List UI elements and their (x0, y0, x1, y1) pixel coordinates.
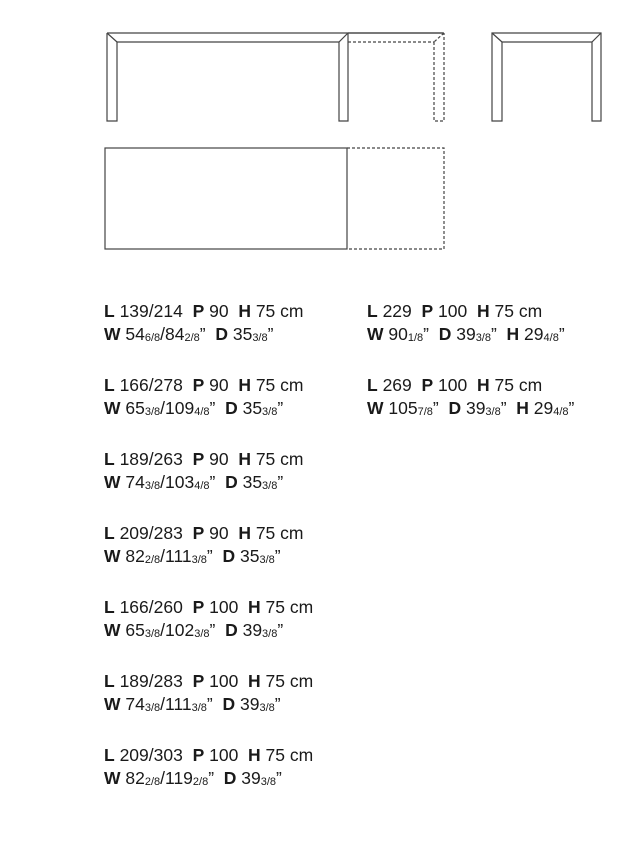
dimension-key: P (421, 375, 434, 395)
dimension-value: 100 (204, 597, 249, 617)
dimension-key: L (367, 375, 378, 395)
dimension-value: 75 cm (260, 671, 314, 691)
dimension-key: D (215, 324, 228, 344)
dimension-key: L (104, 301, 115, 321)
dimension-value: ” (432, 398, 449, 418)
dimension-value: ” (208, 768, 224, 788)
dimension-fraction: 3/8 (259, 554, 275, 566)
dimension-value: /84 (160, 324, 185, 344)
dimension-fraction: 2/8 (192, 776, 209, 788)
dimension-fraction: 4/8 (194, 480, 210, 492)
dimension-value: ” (277, 398, 284, 418)
dimension-value: 90 (204, 301, 239, 321)
dimension-fraction: 3/8 (262, 480, 278, 492)
dimension-value: 100 (204, 745, 249, 765)
dimension-value: 39 (237, 620, 263, 640)
dimension-value: 90 (204, 449, 239, 469)
dimension-value: 54 (120, 324, 145, 344)
dimension-fraction: 6/8 (144, 332, 161, 344)
spec-metric-line (104, 596, 313, 619)
dimension-fraction: 2/8 (184, 332, 200, 344)
dimension-key: H (476, 375, 490, 395)
spec-imperial-line (104, 397, 313, 423)
dimension-value: /102 (160, 620, 195, 640)
dimension-fraction: 3/8 (259, 702, 275, 714)
dimension-value: ” (490, 324, 507, 344)
dimension-key: L (104, 523, 115, 543)
dimension-value: 100 (433, 301, 477, 321)
spec-metric-line (367, 374, 574, 397)
dimension-key: P (192, 745, 205, 765)
spec-metric-line (104, 522, 313, 545)
dimension-value: ” (274, 694, 281, 714)
dimension-value: 75 cm (489, 301, 543, 321)
dimension-key: H (238, 375, 251, 395)
dimension-fraction: 4/8 (194, 406, 210, 418)
spec-imperial-line (104, 471, 313, 497)
dimension-value: 29 (519, 324, 544, 344)
dimension-fraction: 3/8 (262, 406, 278, 418)
dimension-key: P (421, 301, 434, 321)
dimension-value: /103 (160, 472, 195, 492)
dimension-value: 209/283 (114, 523, 193, 543)
dimension-value: 75 cm (260, 745, 314, 765)
dimension-key: D (222, 694, 236, 714)
dimension-value: /119 (160, 768, 193, 788)
dimension-value: /111 (160, 546, 192, 566)
dimension-key: H (248, 671, 261, 691)
dimension-value: ” (199, 324, 216, 344)
side-elevation-drawing (492, 33, 601, 121)
dimension-key: H (248, 745, 261, 765)
dimension-value: ” (206, 546, 223, 566)
dimension-value: /109 (160, 398, 195, 418)
dimension-key: H (238, 449, 251, 469)
dimension-key: W (367, 398, 384, 418)
dimension-key: W (104, 546, 121, 566)
dimension-fraction: 4/8 (553, 406, 569, 418)
spec-imperial-line (367, 323, 574, 349)
dimension-key: H (476, 301, 490, 321)
dimension-key: L (104, 671, 115, 691)
dimension-value: 74 (120, 472, 145, 492)
dimension-value: 82 (120, 768, 145, 788)
dimension-value: ” (568, 398, 575, 418)
dimension-value: ” (277, 472, 284, 492)
dimension-fraction: 3/8 (191, 702, 207, 714)
dimension-key: D (225, 398, 238, 418)
dimension-value: 39 (236, 768, 261, 788)
dimension-value: 65 (120, 398, 145, 418)
dimension-key: L (104, 745, 115, 765)
dimension-key: D (448, 398, 462, 418)
dimension-value: ” (558, 324, 565, 344)
spec-block (104, 448, 313, 497)
dimension-value: ” (209, 472, 226, 492)
spec-metric-line (104, 374, 313, 397)
dimension-key: P (192, 449, 205, 469)
dimension-value: 105 (383, 398, 418, 418)
dimension-fraction: 2/8 (144, 554, 161, 566)
dimension-fraction: 3/8 (144, 702, 161, 714)
dimension-key: W (104, 694, 121, 714)
spec-block (104, 522, 313, 571)
dimension-value: ” (206, 694, 223, 714)
dimension-key: W (104, 472, 121, 492)
spec-imperial-line (104, 767, 313, 793)
dimension-value: ” (276, 768, 282, 788)
spec-metric-line (104, 448, 313, 471)
specs-left-column (104, 300, 313, 818)
dimension-fraction: 2/8 (144, 776, 161, 788)
spec-block (367, 300, 574, 349)
dimension-value: 90 (204, 375, 239, 395)
dimension-fraction: 3/8 (191, 554, 207, 566)
spec-block (104, 374, 313, 423)
dimension-key: L (104, 375, 115, 395)
dimension-key: L (104, 449, 115, 469)
dimension-key: D (222, 546, 236, 566)
spec-imperial-line (104, 545, 313, 571)
dimension-fraction: 3/8 (485, 406, 501, 418)
spec-imperial-line (104, 323, 313, 349)
dimension-key: P (192, 375, 205, 395)
dimension-value: 39 (461, 398, 486, 418)
dimension-value: ” (423, 324, 439, 344)
dimension-key: H (238, 523, 251, 543)
dimension-key: P (192, 523, 205, 543)
spec-block (104, 596, 313, 645)
dimension-value: 166/278 (114, 375, 193, 395)
top-plan-drawing (105, 148, 444, 249)
dimension-value: 166/260 (114, 597, 193, 617)
dimension-fraction: 4/8 (543, 332, 559, 344)
dimension-value: ” (277, 620, 284, 640)
dimension-value: 82 (120, 546, 145, 566)
dimension-value: 65 (120, 620, 145, 640)
dimension-key: H (516, 398, 529, 418)
dimension-fraction: 3/8 (144, 480, 161, 492)
dimension-value: 74 (120, 694, 145, 714)
dimension-value: 75 cm (489, 375, 543, 395)
spec-metric-line (104, 670, 313, 693)
spec-imperial-line (104, 619, 313, 645)
dimension-value: 189/263 (114, 449, 193, 469)
dimension-key: P (192, 597, 205, 617)
spec-imperial-line (367, 397, 574, 423)
dimension-fraction: 1/8 (407, 332, 424, 344)
dimension-key: P (192, 671, 205, 691)
dimension-fraction: 7/8 (417, 406, 433, 418)
dimension-key: D (225, 620, 238, 640)
dimension-value: 269 (377, 375, 422, 395)
dimension-key: L (367, 301, 378, 321)
table-drawings (0, 0, 641, 270)
dimension-key: D (438, 324, 452, 344)
dimension-value: 209/303 (114, 745, 193, 765)
dimension-value: 189/283 (114, 671, 193, 691)
spec-imperial-line (104, 693, 313, 719)
dimension-fraction: 3/8 (252, 332, 268, 344)
spec-block (104, 670, 313, 719)
dimension-value: 39 (451, 324, 476, 344)
dimension-value: ” (274, 546, 281, 566)
dimension-fraction: 3/8 (144, 406, 161, 418)
dimension-value: 229 (377, 301, 422, 321)
dimension-value: ” (209, 620, 226, 640)
dimension-key: L (104, 597, 115, 617)
spec-block (367, 374, 574, 423)
dimension-fraction: 3/8 (194, 628, 210, 640)
dimension-fraction: 3/8 (262, 628, 278, 640)
spec-metric-line (104, 744, 313, 767)
dimension-key: W (367, 324, 384, 344)
dimension-value: 90 (204, 523, 239, 543)
dimension-key: H (248, 597, 261, 617)
dimension-value: 100 (433, 375, 477, 395)
dimension-value: 139/214 (114, 301, 193, 321)
dimension-key: D (225, 472, 238, 492)
dimension-value: 35 (227, 324, 253, 344)
dimension-value: 75 cm (250, 301, 304, 321)
dimension-value: ” (267, 324, 274, 344)
dimension-key: W (104, 398, 121, 418)
dimension-fraction: 3/8 (475, 332, 491, 344)
dimension-fraction: 3/8 (260, 776, 277, 788)
dimension-value: 35 (235, 546, 260, 566)
dimension-value: 29 (528, 398, 554, 418)
dimension-value: 100 (204, 671, 249, 691)
spec-metric-line (104, 300, 313, 323)
dimension-value: 35 (237, 398, 263, 418)
dimension-value: 75 cm (250, 375, 304, 395)
dimension-key: W (104, 620, 121, 640)
dimension-value: 75 cm (250, 449, 304, 469)
dimension-key: W (104, 324, 121, 344)
dimension-value: 35 (237, 472, 263, 492)
dimension-value: 75 cm (260, 597, 314, 617)
dimension-key: P (192, 301, 205, 321)
dimension-value: /111 (160, 694, 192, 714)
spec-block (104, 300, 313, 349)
front-elevation-drawing (107, 33, 444, 121)
dimension-value: 90 (383, 324, 408, 344)
dimension-value: ” (500, 398, 517, 418)
dimension-key: H (238, 301, 251, 321)
dimension-key: D (223, 768, 237, 788)
dimension-value: 39 (235, 694, 260, 714)
dimension-key: W (104, 768, 121, 788)
dimension-value: 75 cm (250, 523, 304, 543)
specs-right-column (367, 300, 574, 448)
dimension-fraction: 3/8 (144, 628, 161, 640)
dimension-value: ” (209, 398, 226, 418)
spec-block (104, 744, 313, 793)
dimension-key: H (506, 324, 520, 344)
spec-metric-line (367, 300, 574, 323)
